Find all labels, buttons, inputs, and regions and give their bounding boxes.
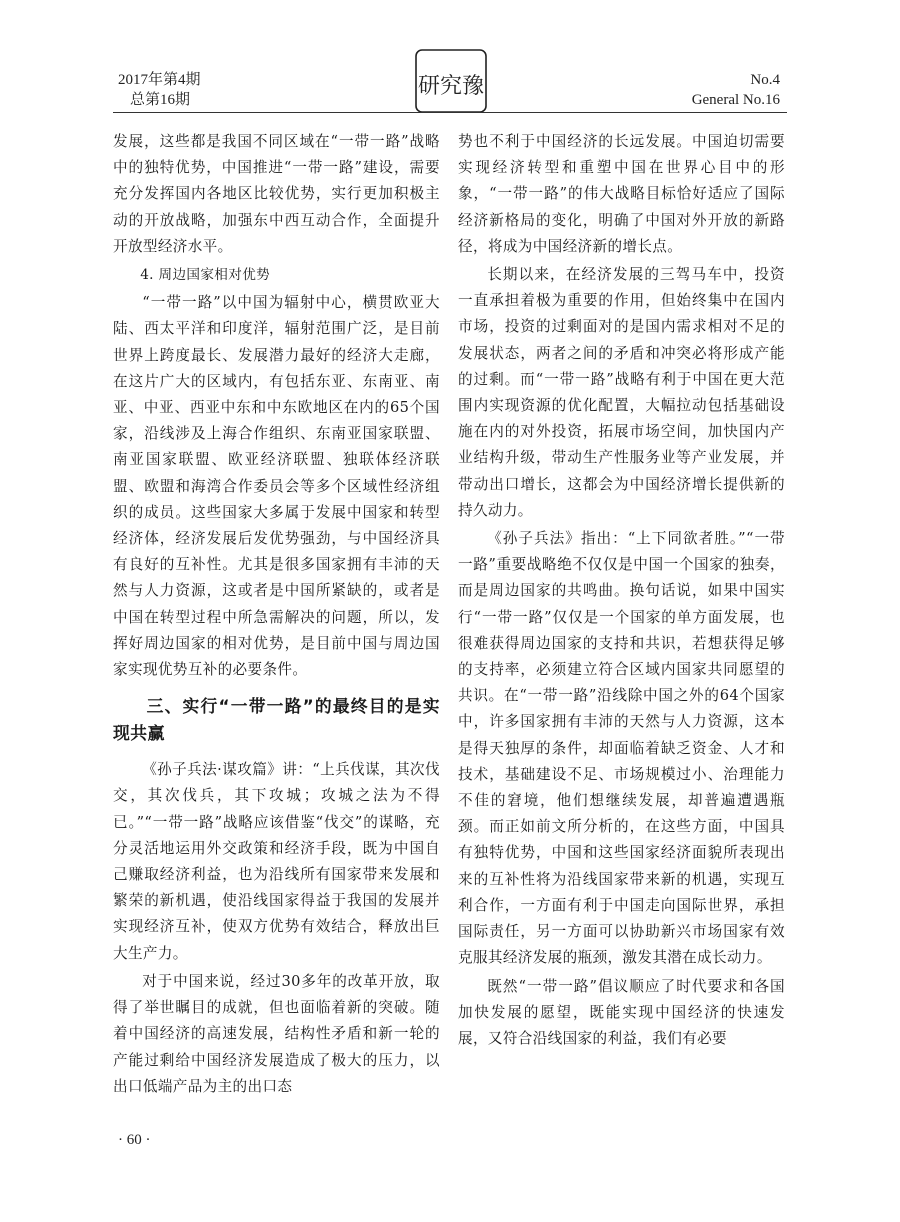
right-paragraph-1: 势也不利于中国经济的长远发展。中国迫切需要实现经济转型和重塑中国在世界心目中的形象，“一带一路”的伟大战略目标恰好适应了国际经济新格局的变化，明确了中国对外开放的新路径，将成为中国经济新的增长点。: [458, 133, 785, 255]
header-divider: [113, 112, 787, 113]
issue-no-en: No.4: [750, 72, 780, 88]
journal-issue-en: [692, 70, 780, 110]
right-column: [458, 129, 785, 1052]
logo-text: 研究豫: [417, 74, 485, 99]
left-paragraph-2: “一带一路”以中国为辐射中心，横贯欧亚大陆、西太平洋和印度洋，辐射范围广泛，是目前世界上跨度最长、发展潜力最好的经济大走廊，在这片广大的区域内，有包括东亚、东南亚、南亚、中亚、西亚中东和中东欧地区在内的65个国家，沿线涉及上海合作组织、东南亚国家联盟、南亚国家联盟、欧亚经济联盟、独联体经济联盟、欧盟和海湾合作委员会等多个区域性经济组织的成员。这些国家大多属于发展中国家和转型经济体，经济发展后发优势强劲，与中国经济具有良好的互补性。尤其是很多国家拥有丰沛的天然与人力资源，这或者是中国所紧缺的，或者是中国在转型过程中所急需解决的问题，所以，发挥好周边国家的相对优势，是目前中国与周边国家实现优势互补的必要条件。: [113, 294, 440, 679]
right-paragraph-3: 《孙子兵法》指出：“上下同欲者胜。”“一带一路”重要战略绝不仅仅是中国一个国家的独奏，而是周边国家的共鸣曲。换句话说，如果中国实行“一带一路”仅仅是一个国家的单方面发展，也很难获得周边国家的支持和共识，若想获得足够的支持率，必须建立符合区域内国家共同愿望的共识。在“一带一路”沿线除中国之外的64个国家中，许多国家拥有丰沛的天然与人力资源，这本是得天独厚的条件，却面临着缺乏资金、人才和技术，基础建设不足、市场规模过小、治理能力不佳的窘境，他们想继续发展，却普遍遭遇瓶颈。而正如前文所分析的，在这些方面，中国具有独特优势，中国和这些国家经济面貌所表现出来的互补性将为沿线国家带来新的机遇，实现互利合作，一方面有利于中国走向国际世界，承担国际责任，另一方面可以协助新兴市场国家有效克服其经济发展的瓶颈，激发其潜在成长动力。: [458, 530, 785, 967]
left-paragraph-3: 《孙子兵法·谋攻篇》讲：“上兵伐谋，其次伐交，其次伐兵，其下攻城；攻城之法为不得已。”“一带一路”战略应该借鉴“伐交”的谋略，充分灵活地运用外交政策和经济手段，既为中国自己赚取经济利益，也为沿线所有国家带来发展和繁荣的新机遇，使沿线国家得益于我国的发展并实现经济互补，使双方优势有效结合，释放出巨大生产力。: [113, 761, 440, 962]
issue-year-number: 2017年第4期: [118, 72, 201, 88]
page-number: · 60 ·: [118, 1132, 151, 1148]
left-column: [113, 129, 440, 1100]
journal-logo-seal: [410, 47, 492, 117]
section-heading-3: 三、实行“一带一路”的最终目的是实现共赢: [113, 696, 440, 744]
issue-total-number: 总第16期: [130, 92, 191, 108]
right-paragraph-2: 长期以来，在经济发展的三驾马车中，投资一直承担着极为重要的作用，但始终集中在国内市场，投资的过剩面对的是国内需求相对不足的发展状态，两者之间的矛盾和冲突必将形成产能的过剩。而“一带一路”战略有利于中国在更大范围内实现资源的优化配置，大幅拉动包括基础设施在内的对外投资，拓展市场空间，加快国内产业结构升级，带动生产性服务业等产业发展，并带动出口增长，这都会为中国经济增长提供新的持久动力。: [458, 266, 785, 519]
general-no-en: General No.16: [691, 92, 780, 108]
left-paragraph-1: 发展，这些都是我国不同区域在“一带一路”战略中的独特优势，中国推进“一带一路”建设，需要充分发挥国内各地区比较优势，实行更加积极主动的开放战略，加强东中西互动合作，全面提升开放型经济水平。: [113, 133, 440, 255]
right-paragraph-4: 既然“一带一路”倡议顺应了时代要求和各国加快发展的愿望，既能实现中国经济的快速发展，又符合沿线国家的利益，我们有必要: [458, 977, 785, 1047]
subheading-neighbor-advantage: 4. 周边国家相对优势: [140, 267, 271, 284]
left-paragraph-4: 对于中国来说，经过30多年的改革开放，取得了举世瞩目的成就，但也面临着新的突破。随着中国经济的高速发展，结构性矛盾和新一轮的产能过剩给中国经济发展造成了极大的压力，以出口低端产品为主的出口态: [113, 972, 440, 1095]
journal-issue-cn: [118, 70, 201, 110]
